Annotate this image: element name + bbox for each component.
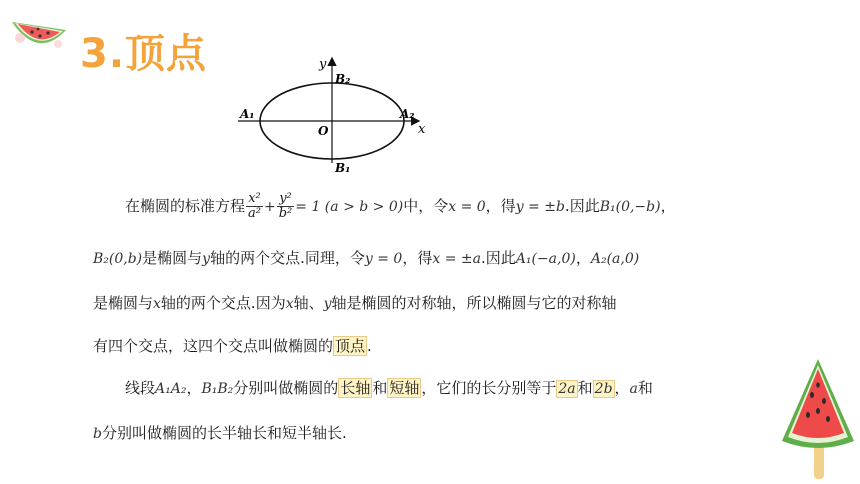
term-2a: 2a: [558, 381, 576, 397]
label-O: O: [318, 124, 329, 138]
section-title: 3.顶点: [80, 31, 208, 77]
label-A2: A₂: [400, 107, 415, 121]
term-minor-axis: 短轴: [389, 379, 420, 397]
watermelon-slice-icon: [8, 8, 72, 58]
paragraph-line-4: 有四个交点，这四个交点叫做椭圆的 顶点 .: [93, 337, 372, 355]
fraction-x2-a2: $\frac{\text{x²}}{\text{a²}}$: [248, 191, 261, 221]
label-A1: A₁: [240, 107, 255, 121]
paragraph-line-2: B₂(0,b)是椭圆与y轴的两个交点.同理，令y = 0，得x = ±a.因此A₁(−a,0)，A₂(a,0): [93, 249, 640, 267]
term-vertex: 顶点: [335, 337, 366, 355]
term-2b: 2b: [594, 381, 613, 397]
header: [8, 8, 248, 77]
label-B2: B₂: [335, 72, 351, 86]
fraction-y2-b2: $\frac{\text{y²}}{\text{b²}}$: [278, 191, 293, 221]
paragraph-line-1: 在椭圆的标准方程 $\frac{\text{x²}}{\text{a²}}$ + $\frac{\text{y²}}{\text{b²}}$ = 1 (a > b > 0)中，令x = 0，得y = ±b.因此B₁(0,−b)，: [125, 191, 676, 221]
watermelon-popsicle-icon: [778, 355, 858, 481]
label-B1: B₁: [335, 161, 351, 175]
label-x: x: [418, 122, 426, 137]
paragraph-line-3: 是椭圆与x轴的两个交点.因为x轴、y轴是椭圆的对称轴，所以椭圆与它的对称轴: [93, 294, 617, 312]
label-y: y: [319, 57, 327, 72]
paragraph-line-5: 线段A₁A₂，B₁B₂分别叫做椭圆的 长轴 和 短轴 ，它们的长分别等于 2a 和 2b ，a和: [125, 379, 653, 397]
paragraph-line-6: b分别叫做椭圆的长半轴长和短半轴长.: [93, 424, 347, 442]
ellipse-diagram: [236, 55, 436, 175]
term-major-axis: 长轴: [340, 379, 371, 397]
